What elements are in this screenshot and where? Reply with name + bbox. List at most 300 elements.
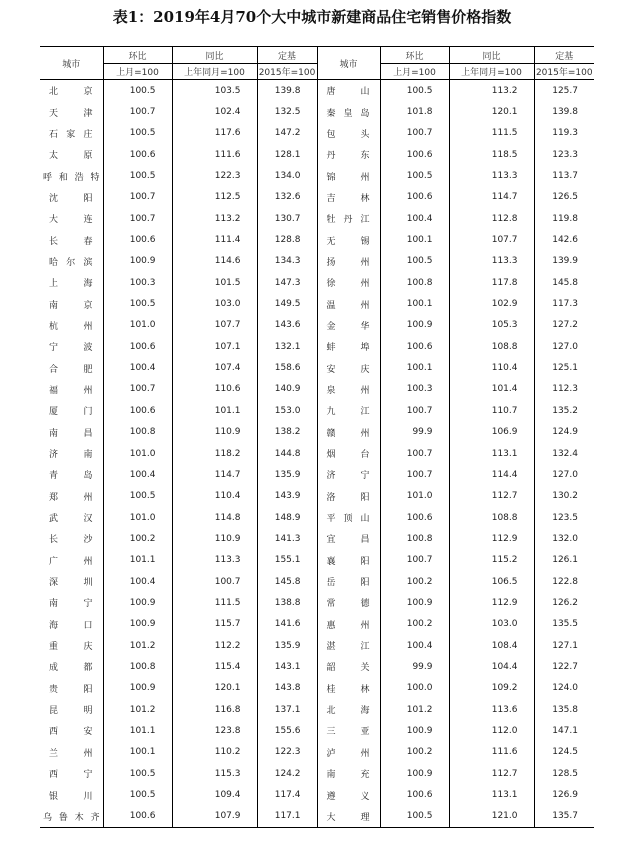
left-huanbi-value: 100.1	[103, 742, 172, 763]
right-dingji-value: 117.3	[552, 299, 578, 310]
right-huanbi-value: 100.5	[380, 165, 449, 186]
left-dingji-value: 135.9	[257, 635, 317, 656]
left-city-name: 北京	[40, 80, 103, 102]
left-huanbi-value: 100.5	[103, 763, 172, 784]
left-tongbi-value: 114.7	[172, 464, 257, 485]
left-huanbi-value: 100.4	[103, 464, 172, 485]
table-row	[40, 422, 594, 443]
left-dingji-value: 117.1	[257, 806, 317, 828]
price-index-table	[40, 46, 594, 828]
table-row	[40, 464, 594, 485]
right-dingji-value: 139.8	[552, 107, 578, 118]
right-city-name: 洛阳	[317, 486, 380, 507]
left-tongbi-value: 117.6	[172, 123, 257, 144]
left-dingji-value: 143.6	[257, 315, 317, 336]
table-row	[40, 784, 594, 805]
header-dingji-right: 定基	[534, 47, 594, 64]
left-city-name: 哈尔滨	[40, 251, 103, 272]
left-tongbi-value: 107.4	[172, 357, 257, 378]
left-dingji-value: 153.0	[257, 400, 317, 421]
right-dingji-value: 125.7	[552, 85, 578, 96]
right-city-name: 无锡	[317, 229, 380, 250]
right-city-name: 秦皇岛	[317, 101, 380, 122]
header-tongbi-base-left: 上年同月=100	[172, 64, 257, 80]
left-dingji-value: 132.1	[257, 336, 317, 357]
table-row	[40, 251, 594, 272]
right-huanbi-value: 100.8	[380, 272, 449, 293]
left-dingji-value: 138.2	[257, 422, 317, 443]
right-city-name: 桂林	[317, 678, 380, 699]
right-dingji-value: 127.1	[552, 640, 578, 651]
right-huanbi-value: 100.5	[380, 806, 449, 828]
right-huanbi-value: 101.0	[380, 486, 449, 507]
left-dingji-value: 147.3	[257, 272, 317, 293]
left-huanbi-value: 101.1	[103, 550, 172, 571]
right-tongbi-value: 111.5	[449, 123, 534, 144]
right-tongbi-value: 110.4	[449, 357, 534, 378]
right-huanbi-value: 100.7	[380, 400, 449, 421]
right-tongbi-value: 113.3	[449, 165, 534, 186]
table-row	[40, 571, 594, 592]
right-huanbi-value: 100.2	[380, 614, 449, 635]
table-row	[40, 486, 594, 507]
left-tongbi-value: 120.1	[172, 678, 257, 699]
right-dingji-value: 135.5	[552, 619, 578, 630]
right-tongbi-value: 105.3	[449, 315, 534, 336]
left-tongbi-value: 112.2	[172, 635, 257, 656]
left-dingji-value: 155.6	[257, 720, 317, 741]
left-dingji-value: 155.1	[257, 550, 317, 571]
right-dingji-value: 127.0	[552, 469, 578, 480]
left-city-name: 太原	[40, 144, 103, 165]
left-tongbi-value: 115.4	[172, 656, 257, 677]
left-dingji-value: 137.1	[257, 699, 317, 720]
right-huanbi-value: 100.8	[380, 528, 449, 549]
left-city-name: 西安	[40, 720, 103, 741]
table-row	[40, 187, 594, 208]
right-huanbi-value: 99.9	[380, 656, 449, 677]
left-city-name: 海口	[40, 614, 103, 635]
right-dingji-value: 124.0	[552, 683, 578, 694]
table-body	[40, 80, 594, 828]
right-city-name: 惠州	[317, 614, 380, 635]
right-city-name: 襄阳	[317, 550, 380, 571]
right-huanbi-value: 100.9	[380, 720, 449, 741]
right-huanbi-value: 100.1	[380, 229, 449, 250]
header-huanbi-right: 环比	[380, 47, 449, 64]
left-dingji-value: 139.8	[257, 80, 317, 102]
right-huanbi-value: 100.9	[380, 315, 449, 336]
left-tongbi-value: 111.6	[172, 144, 257, 165]
left-tongbi-value: 107.1	[172, 336, 257, 357]
table-row	[40, 656, 594, 677]
left-dingji-value: 143.9	[257, 486, 317, 507]
right-city-name: 常德	[317, 592, 380, 613]
left-tongbi-value: 109.4	[172, 784, 257, 805]
left-tongbi-value: 115.3	[172, 763, 257, 784]
left-tongbi-value: 111.5	[172, 592, 257, 613]
left-dingji-value: 130.7	[257, 208, 317, 229]
right-city-name: 岳阳	[317, 571, 380, 592]
right-city-name: 温州	[317, 293, 380, 314]
right-tongbi-value: 112.0	[449, 720, 534, 741]
table-row	[40, 528, 594, 549]
left-huanbi-value: 100.5	[103, 123, 172, 144]
right-huanbi-value: 100.0	[380, 678, 449, 699]
right-tongbi-value: 103.0	[449, 614, 534, 635]
left-tongbi-value: 101.1	[172, 400, 257, 421]
left-tongbi-value: 112.5	[172, 187, 257, 208]
right-huanbi-value: 100.2	[380, 742, 449, 763]
left-city-name: 兰州	[40, 742, 103, 763]
left-huanbi-value: 100.8	[103, 656, 172, 677]
right-tongbi-value: 114.7	[449, 187, 534, 208]
left-huanbi-value: 101.0	[103, 315, 172, 336]
left-city-name: 合肥	[40, 357, 103, 378]
right-tongbi-value: 108.8	[449, 507, 534, 528]
left-city-name: 成都	[40, 656, 103, 677]
left-city-name: 武汉	[40, 507, 103, 528]
left-dingji-value: 143.8	[257, 678, 317, 699]
right-tongbi-value: 112.8	[449, 208, 534, 229]
right-city-name: 牡丹江	[317, 208, 380, 229]
right-huanbi-value: 100.7	[380, 443, 449, 464]
right-tongbi-value: 112.9	[449, 528, 534, 549]
left-huanbi-value: 100.9	[103, 251, 172, 272]
right-tongbi-value: 113.3	[449, 251, 534, 272]
table-row	[40, 315, 594, 336]
right-tongbi-value: 104.4	[449, 656, 534, 677]
left-tongbi-value: 122.3	[172, 165, 257, 186]
left-city-name: 南昌	[40, 422, 103, 443]
right-dingji-value: 123.3	[552, 149, 578, 160]
right-city-name: 大理	[317, 806, 380, 828]
left-dingji-value: 132.6	[257, 187, 317, 208]
right-dingji-value: 147.1	[552, 725, 578, 736]
right-tongbi-value: 118.5	[449, 144, 534, 165]
right-city-name: 徐州	[317, 272, 380, 293]
right-city-name: 遵义	[317, 784, 380, 805]
left-huanbi-value: 100.5	[103, 486, 172, 507]
left-huanbi-value: 100.4	[103, 357, 172, 378]
left-huanbi-value: 100.6	[103, 806, 172, 828]
left-city-name: 深圳	[40, 571, 103, 592]
right-city-name: 泉州	[317, 379, 380, 400]
left-tongbi-value: 107.9	[172, 806, 257, 828]
left-tongbi-value: 110.4	[172, 486, 257, 507]
left-dingji-value: 144.8	[257, 443, 317, 464]
left-huanbi-value: 101.2	[103, 699, 172, 720]
right-huanbi-value: 100.7	[380, 550, 449, 571]
left-tongbi-value: 111.4	[172, 229, 257, 250]
right-tongbi-value: 113.2	[449, 80, 534, 102]
table-row	[40, 443, 594, 464]
left-huanbi-value: 100.3	[103, 272, 172, 293]
left-dingji-value: 141.6	[257, 614, 317, 635]
left-dingji-value: 135.9	[257, 464, 317, 485]
right-huanbi-value: 101.2	[380, 699, 449, 720]
right-dingji-value: 132.0	[552, 533, 578, 544]
left-dingji-value: 124.2	[257, 763, 317, 784]
right-dingji-value: 124.9	[552, 427, 578, 438]
table-row	[40, 763, 594, 784]
left-tongbi-value: 114.8	[172, 507, 257, 528]
table-row	[40, 806, 594, 828]
left-tongbi-value: 113.2	[172, 208, 257, 229]
left-huanbi-value: 100.5	[103, 293, 172, 314]
left-huanbi-value: 100.5	[103, 165, 172, 186]
right-huanbi-value: 100.4	[380, 208, 449, 229]
left-tongbi-value: 102.4	[172, 101, 257, 122]
table-row	[40, 208, 594, 229]
right-dingji-value: 130.2	[552, 491, 578, 502]
header-tongbi-left: 同比	[172, 47, 257, 64]
left-tongbi-value: 115.7	[172, 614, 257, 635]
left-huanbi-value: 101.0	[103, 443, 172, 464]
right-city-name: 韶关	[317, 656, 380, 677]
right-tongbi-value: 109.2	[449, 678, 534, 699]
left-tongbi-value: 107.7	[172, 315, 257, 336]
right-dingji-value: 113.7	[552, 171, 578, 182]
table-row	[40, 720, 594, 741]
left-city-name: 银川	[40, 784, 103, 805]
right-tongbi-value: 121.0	[449, 806, 534, 828]
table-row	[40, 699, 594, 720]
right-tongbi-value: 117.8	[449, 272, 534, 293]
right-city-name: 宜昌	[317, 528, 380, 549]
left-city-name: 大连	[40, 208, 103, 229]
left-dingji-value: 128.8	[257, 229, 317, 250]
left-dingji-value: 128.1	[257, 144, 317, 165]
left-city-name: 长沙	[40, 528, 103, 549]
right-huanbi-value: 100.1	[380, 357, 449, 378]
right-dingji-value: 135.7	[534, 806, 594, 828]
right-city-name: 湛江	[317, 635, 380, 656]
right-huanbi-value: 100.2	[380, 571, 449, 592]
right-huanbi-value: 100.4	[380, 635, 449, 656]
right-city-name: 丹东	[317, 144, 380, 165]
right-city-name: 平顶山	[317, 507, 380, 528]
left-dingji-value: 148.9	[257, 507, 317, 528]
table-row	[40, 507, 594, 528]
left-dingji-value: 117.4	[257, 784, 317, 805]
left-city-name: 西宁	[40, 763, 103, 784]
left-tongbi-value: 118.2	[172, 443, 257, 464]
right-city-name: 金华	[317, 315, 380, 336]
right-tongbi-value: 112.9	[449, 592, 534, 613]
right-huanbi-value: 100.6	[380, 507, 449, 528]
header-dingji-left: 定基	[257, 47, 317, 64]
left-huanbi-value: 101.0	[103, 507, 172, 528]
left-huanbi-value: 100.9	[103, 614, 172, 635]
right-city-name: 唐山	[317, 80, 380, 102]
left-city-name: 宁波	[40, 336, 103, 357]
left-city-name: 南宁	[40, 592, 103, 613]
left-huanbi-value: 100.6	[103, 336, 172, 357]
table-row	[40, 678, 594, 699]
right-city-name: 锦州	[317, 165, 380, 186]
left-city-name: 天津	[40, 101, 103, 122]
table-row	[40, 592, 594, 613]
left-city-name: 重庆	[40, 635, 103, 656]
table-row	[40, 123, 594, 144]
right-huanbi-value: 100.6	[380, 336, 449, 357]
left-huanbi-value: 100.7	[103, 187, 172, 208]
header-dingji-base-left: 2015年=100	[257, 64, 317, 80]
right-dingji-value: 135.2	[552, 405, 578, 416]
table-row	[40, 165, 594, 186]
left-huanbi-value: 100.7	[103, 379, 172, 400]
right-city-name: 泸州	[317, 742, 380, 763]
table-row	[40, 336, 594, 357]
table-row	[40, 635, 594, 656]
right-city-name: 包头	[317, 123, 380, 144]
left-tongbi-value: 114.6	[172, 251, 257, 272]
right-tongbi-value: 111.6	[449, 742, 534, 763]
left-tongbi-value: 103.5	[172, 80, 257, 102]
right-tongbi-value: 113.6	[449, 699, 534, 720]
left-dingji-value: 141.3	[257, 528, 317, 549]
header-huanbi-base-right: 上月=100	[380, 64, 449, 80]
left-tongbi-value: 110.2	[172, 742, 257, 763]
left-huanbi-value: 101.2	[103, 635, 172, 656]
right-city-name: 蚌埠	[317, 336, 380, 357]
right-dingji-value: 132.4	[552, 448, 578, 459]
right-city-name: 南充	[317, 763, 380, 784]
left-huanbi-value: 100.7	[103, 101, 172, 122]
table-row	[40, 272, 594, 293]
left-dingji-value: 134.3	[257, 251, 317, 272]
left-huanbi-value: 100.6	[103, 144, 172, 165]
header-huanbi-left: 环比	[103, 47, 172, 64]
right-tongbi-value: 113.1	[449, 784, 534, 805]
left-city-name: 长春	[40, 229, 103, 250]
header-city-right: 城市	[317, 47, 380, 80]
left-city-name: 福州	[40, 379, 103, 400]
left-dingji-value: 140.9	[257, 379, 317, 400]
left-city-name: 上海	[40, 272, 103, 293]
left-city-name: 杭州	[40, 315, 103, 336]
left-huanbi-value: 100.4	[103, 571, 172, 592]
right-dingji-value: 125.1	[552, 363, 578, 374]
right-city-name: 赣州	[317, 422, 380, 443]
right-tongbi-value: 120.1	[449, 101, 534, 122]
right-dingji-value: 124.5	[552, 747, 578, 758]
table-row	[40, 379, 594, 400]
right-dingji-value: 127.2	[552, 320, 578, 331]
left-dingji-value: 149.5	[257, 293, 317, 314]
right-huanbi-value: 100.9	[380, 763, 449, 784]
right-city-name: 烟台	[317, 443, 380, 464]
left-huanbi-value: 100.6	[103, 229, 172, 250]
right-tongbi-value: 108.8	[449, 336, 534, 357]
table-row	[40, 144, 594, 165]
header-tongbi-base-right: 上年同月=100	[449, 64, 534, 80]
right-huanbi-value: 100.6	[380, 144, 449, 165]
left-city-name: 贵阳	[40, 678, 103, 699]
right-huanbi-value: 99.9	[380, 422, 449, 443]
right-dingji-value: 119.3	[552, 128, 578, 139]
right-huanbi-value: 100.9	[380, 592, 449, 613]
left-tongbi-value: 101.5	[172, 272, 257, 293]
header-tongbi-right: 同比	[449, 47, 534, 64]
left-dingji-value: 145.8	[257, 571, 317, 592]
right-tongbi-value: 101.4	[449, 379, 534, 400]
right-huanbi-value: 100.3	[380, 379, 449, 400]
right-tongbi-value: 106.9	[449, 422, 534, 443]
left-dingji-value: 138.8	[257, 592, 317, 613]
right-huanbi-value: 100.6	[380, 187, 449, 208]
right-tongbi-value: 107.7	[449, 229, 534, 250]
table-row	[40, 80, 594, 102]
left-city-name: 南京	[40, 293, 103, 314]
left-tongbi-value: 100.7	[172, 571, 257, 592]
table-row	[40, 229, 594, 250]
right-city-name: 安庆	[317, 357, 380, 378]
left-tongbi-value: 116.8	[172, 699, 257, 720]
right-city-name: 三亚	[317, 720, 380, 741]
left-city-name: 沈阳	[40, 187, 103, 208]
right-dingji-value: 127.0	[552, 341, 578, 352]
right-dingji-value: 112.3	[552, 384, 578, 395]
left-city-name: 郑州	[40, 486, 103, 507]
left-dingji-value: 132.5	[257, 101, 317, 122]
left-city-name: 石家庄	[40, 123, 103, 144]
table-row	[40, 400, 594, 421]
right-city-name: 济宁	[317, 464, 380, 485]
right-tongbi-value: 102.9	[449, 293, 534, 314]
left-dingji-value: 158.6	[257, 357, 317, 378]
right-city-name: 扬州	[317, 251, 380, 272]
left-tongbi-value: 110.9	[172, 528, 257, 549]
right-dingji-value: 142.6	[552, 235, 578, 246]
right-huanbi-value: 100.1	[380, 293, 449, 314]
right-dingji-value: 126.9	[552, 790, 578, 801]
left-tongbi-value: 110.9	[172, 422, 257, 443]
left-huanbi-value: 100.5	[103, 784, 172, 805]
left-tongbi-value: 123.8	[172, 720, 257, 741]
left-huanbi-value: 101.1	[103, 720, 172, 741]
left-city-name: 济南	[40, 443, 103, 464]
table-row	[40, 293, 594, 314]
left-city-name: 广州	[40, 550, 103, 571]
left-city-name: 厦门	[40, 400, 103, 421]
left-huanbi-value: 100.9	[103, 592, 172, 613]
right-huanbi-value: 101.8	[380, 101, 449, 122]
right-dingji-value: 139.9	[552, 256, 578, 267]
left-huanbi-value: 100.5	[103, 80, 172, 102]
right-city-name: 吉林	[317, 187, 380, 208]
left-dingji-value: 122.3	[257, 742, 317, 763]
right-tongbi-value: 112.7	[449, 486, 534, 507]
left-dingji-value: 134.0	[257, 165, 317, 186]
right-dingji-value: 128.5	[552, 768, 578, 779]
right-dingji-value: 126.2	[552, 597, 578, 608]
left-huanbi-value: 100.8	[103, 422, 172, 443]
table-row	[40, 101, 594, 122]
left-city-name: 乌鲁木齐	[40, 806, 103, 828]
right-dingji-value: 119.8	[552, 213, 578, 224]
right-huanbi-value: 100.5	[380, 251, 449, 272]
right-tongbi-value: 113.1	[449, 443, 534, 464]
right-tongbi-value: 115.2	[449, 550, 534, 571]
right-huanbi-value: 100.6	[380, 784, 449, 805]
left-huanbi-value: 100.6	[103, 400, 172, 421]
left-huanbi-value: 100.9	[103, 678, 172, 699]
right-huanbi-value: 100.7	[380, 123, 449, 144]
right-tongbi-value: 108.4	[449, 635, 534, 656]
left-dingji-value: 147.2	[257, 123, 317, 144]
